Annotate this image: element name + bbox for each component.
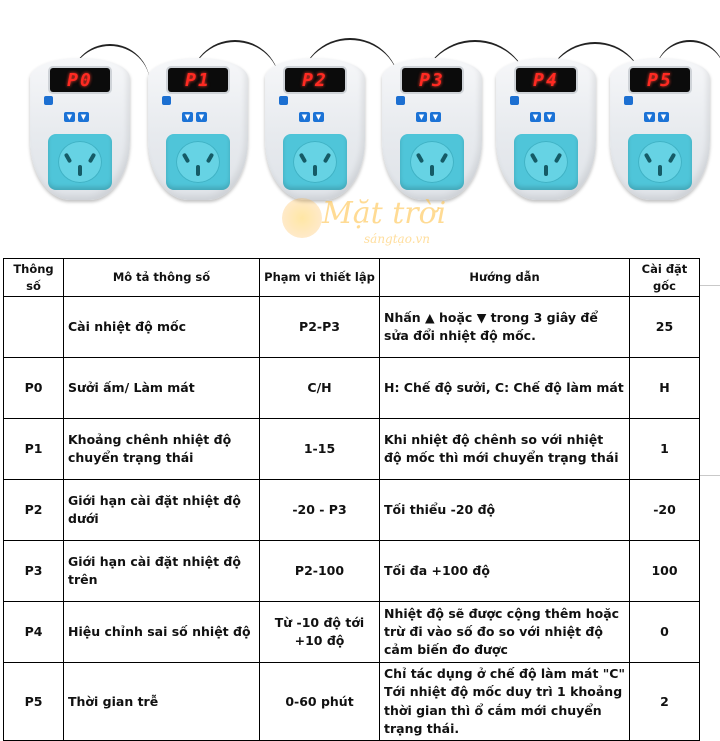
header-param: Thông số bbox=[4, 259, 64, 297]
display-text: P1 bbox=[185, 69, 211, 91]
cell-default: -20 bbox=[630, 480, 700, 541]
set-button bbox=[510, 96, 519, 105]
divider bbox=[699, 475, 720, 476]
cell-range: P2-P3 bbox=[260, 297, 380, 358]
table-row bbox=[4, 602, 700, 663]
cell-default: 0 bbox=[630, 602, 700, 663]
cell-param: P4 bbox=[4, 602, 64, 663]
thermostat-device-p1 bbox=[148, 58, 248, 200]
cell-param: P1 bbox=[4, 419, 64, 480]
cell-param: P3 bbox=[4, 541, 64, 602]
up-arrow-icon: ▼ bbox=[416, 112, 427, 122]
led-display bbox=[168, 68, 228, 92]
thermostat-device-p4 bbox=[496, 58, 596, 200]
set-button bbox=[279, 96, 288, 105]
table-row bbox=[4, 297, 700, 358]
cell-param: P2 bbox=[4, 480, 64, 541]
cell-default: 100 bbox=[630, 541, 700, 602]
up-arrow-icon: ▼ bbox=[644, 112, 655, 122]
power-socket bbox=[400, 134, 464, 190]
cell-guide: Tối đa +100 độ bbox=[380, 541, 630, 602]
cell-guide: Chỉ tác dụng ở chế độ làm mát "C" Tới nhiệt độ mốc duy trì 1 khoảng thời gian thì ổ cắm mới chuyển trạng thái. bbox=[380, 663, 630, 741]
cell-guide: Tối thiểu -20 độ bbox=[380, 480, 630, 541]
table-row bbox=[4, 358, 700, 419]
divider bbox=[699, 285, 720, 286]
cell-range: P2-100 bbox=[260, 541, 380, 602]
down-arrow-icon: ▼ bbox=[658, 112, 669, 122]
power-socket bbox=[166, 134, 230, 190]
cell-default: H bbox=[630, 358, 700, 419]
cell-range: 1-15 bbox=[260, 419, 380, 480]
thermostat-device-p5 bbox=[610, 58, 710, 200]
down-arrow-icon: ▼ bbox=[196, 112, 207, 122]
thermostat-device-p0 bbox=[30, 58, 130, 200]
up-arrow-icon: ▼ bbox=[299, 112, 310, 122]
power-socket bbox=[628, 134, 692, 190]
power-socket bbox=[48, 134, 112, 190]
display-text: P3 bbox=[419, 69, 445, 91]
up-arrow-icon: ▼ bbox=[530, 112, 541, 122]
cell-desc: Khoảng chênh nhiệt độ chuyển trạng thái bbox=[64, 419, 260, 480]
cell-range: -20 - P3 bbox=[260, 480, 380, 541]
cell-guide: Nhấn ▲ hoặc ▼ trong 3 giây để sửa đổi nhiệt độ mốc. bbox=[380, 297, 630, 358]
header-default: Cài đặt gốc bbox=[630, 259, 700, 297]
display-text: P4 bbox=[533, 69, 559, 91]
set-button bbox=[396, 96, 405, 105]
set-button bbox=[624, 96, 633, 105]
thermostat-device-p2 bbox=[265, 58, 365, 200]
led-display bbox=[285, 68, 345, 92]
parameter-table bbox=[3, 258, 700, 741]
watermark-text: Mặt trời bbox=[322, 196, 447, 231]
cell-range: 0-60 phút bbox=[260, 663, 380, 741]
cell-default: 2 bbox=[630, 663, 700, 741]
table-row bbox=[4, 663, 700, 741]
cell-desc: Giới hạn cài đặt nhiệt độ trên bbox=[64, 541, 260, 602]
cell-guide: Khi nhiệt độ chênh so với nhiệt độ mốc thì mới chuyển trạng thái bbox=[380, 419, 630, 480]
header-guide: Hướng dẫn bbox=[380, 259, 630, 297]
led-display bbox=[402, 68, 462, 92]
cell-desc: Hiệu chỉnh sai số nhiệt độ bbox=[64, 602, 260, 663]
cell-desc: Cài nhiệt độ mốc bbox=[64, 297, 260, 358]
set-button bbox=[44, 96, 53, 105]
cell-range: C/H bbox=[260, 358, 380, 419]
header-range: Phạm vi thiết lập bbox=[260, 259, 380, 297]
cell-range: Từ -10 độ tới +10 độ bbox=[260, 602, 380, 663]
display-text: P0 bbox=[67, 69, 93, 91]
cell-desc: Sưởi ấm/ Làm mát bbox=[64, 358, 260, 419]
cell-param: P5 bbox=[4, 663, 64, 741]
led-display bbox=[50, 68, 110, 92]
led-display bbox=[630, 68, 690, 92]
cell-default: 1 bbox=[630, 419, 700, 480]
thermostat-device-p3 bbox=[382, 58, 482, 200]
down-arrow-icon: ▼ bbox=[313, 112, 324, 122]
device-photo-strip bbox=[0, 0, 720, 258]
up-arrow-icon: ▼ bbox=[64, 112, 75, 122]
cell-param: P0 bbox=[4, 358, 64, 419]
table-row bbox=[4, 541, 700, 602]
watermark-logo bbox=[282, 196, 502, 252]
table-row bbox=[4, 419, 700, 480]
down-arrow-icon: ▼ bbox=[544, 112, 555, 122]
power-socket bbox=[514, 134, 578, 190]
set-button bbox=[162, 96, 171, 105]
power-socket bbox=[283, 134, 347, 190]
down-arrow-icon: ▼ bbox=[430, 112, 441, 122]
display-text: P2 bbox=[302, 69, 328, 91]
cell-guide: Nhiệt độ sẽ được cộng thêm hoặc trừ đi vào số đo so với nhiệt độ cảm biến đo được bbox=[380, 602, 630, 663]
cell-guide: H: Chế độ sưởi, C: Chế độ làm mát bbox=[380, 358, 630, 419]
display-text: P5 bbox=[647, 69, 673, 91]
table-header-row bbox=[4, 259, 700, 297]
down-arrow-icon: ▼ bbox=[78, 112, 89, 122]
cell-default: 25 bbox=[630, 297, 700, 358]
up-arrow-icon: ▼ bbox=[182, 112, 193, 122]
sun-icon bbox=[282, 198, 322, 238]
led-display bbox=[516, 68, 576, 92]
cell-desc: Giới hạn cài đặt nhiệt độ dưới bbox=[64, 480, 260, 541]
cell-desc: Thời gian trễ bbox=[64, 663, 260, 741]
cell-param bbox=[4, 297, 64, 358]
watermark-subtext: sángtạo.vn bbox=[364, 232, 431, 246]
table-row bbox=[4, 480, 700, 541]
header-desc: Mô tả thông số bbox=[64, 259, 260, 297]
